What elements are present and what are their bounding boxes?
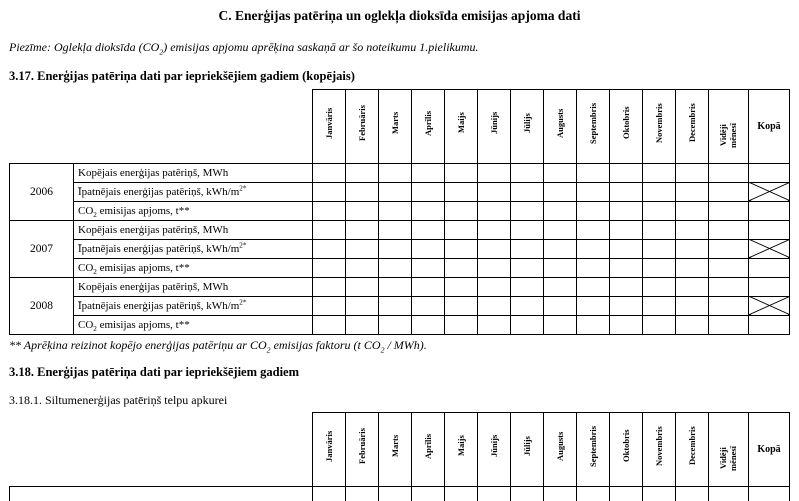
row-label bbox=[74, 277, 313, 296]
col-header-month bbox=[610, 89, 643, 163]
section-heading-3-17: 3.17. Enerģijas patēriņa dati par iepriekšējiem gadiem (kopējais) bbox=[9, 69, 355, 84]
page-title: C. Enerģijas patēriņa un oglekļa dioksīda emisijas apjoma dati bbox=[218, 8, 581, 23]
data-cell bbox=[676, 163, 709, 182]
month-label: Marts bbox=[389, 111, 400, 134]
row-label bbox=[74, 296, 313, 315]
data-cell bbox=[412, 201, 445, 220]
data-cell bbox=[511, 163, 544, 182]
data-cell bbox=[676, 258, 709, 277]
data-cell bbox=[676, 220, 709, 239]
table-row bbox=[10, 163, 790, 182]
label-text: emisijas apjoms, t** bbox=[96, 261, 190, 274]
data-cell bbox=[643, 220, 676, 239]
data-cell bbox=[346, 239, 379, 258]
note-text: ) emisijas apjomu aprēķina saskaņā ar šo noteikumu 1.pielikumu. bbox=[163, 40, 479, 55]
label-subscript: 2 bbox=[93, 268, 97, 276]
data-cell bbox=[577, 258, 610, 277]
crossed-total-cell bbox=[749, 182, 790, 201]
data-cell bbox=[544, 201, 577, 220]
total-cell bbox=[749, 163, 790, 182]
label-superscript: 2* bbox=[239, 241, 247, 250]
data-cell bbox=[478, 258, 511, 277]
month-label: Decembris bbox=[686, 427, 697, 466]
data-cell bbox=[643, 182, 676, 201]
data-cell bbox=[577, 163, 610, 182]
data-cell bbox=[478, 201, 511, 220]
avg-cell bbox=[709, 277, 749, 296]
section-heading-3-18: 3.18. Enerģijas patēriņa dati par iepriekšējiem gadiem bbox=[9, 364, 300, 379]
avg-cell bbox=[709, 315, 749, 334]
data-cell bbox=[478, 220, 511, 239]
data-cell bbox=[643, 296, 676, 315]
row-label bbox=[74, 239, 313, 258]
data-cell bbox=[346, 296, 379, 315]
data-cell bbox=[412, 277, 445, 296]
section-heading-3-18-1: 3.18.1. Siltumenerģijas patēriņš telpu apkurei bbox=[9, 393, 228, 408]
data-cell bbox=[379, 201, 412, 220]
row-label bbox=[74, 201, 313, 220]
data-cell bbox=[544, 296, 577, 315]
data-cell bbox=[445, 277, 478, 296]
footnote-subscript: 2 bbox=[380, 345, 385, 355]
month-label: Jūlijs bbox=[521, 112, 532, 133]
total-cell bbox=[749, 258, 790, 277]
data-cell bbox=[511, 182, 544, 201]
avg-cell bbox=[709, 182, 749, 201]
month-label: Jūnijs bbox=[488, 111, 499, 134]
data-cell bbox=[577, 182, 610, 201]
data-cell bbox=[379, 220, 412, 239]
col-header-month bbox=[346, 89, 379, 163]
data-cell bbox=[445, 487, 478, 501]
col-header-month bbox=[313, 89, 346, 163]
data-cell bbox=[346, 201, 379, 220]
col-header-month bbox=[643, 413, 676, 487]
total-cell bbox=[749, 220, 790, 239]
table-row bbox=[10, 182, 790, 201]
month-label: Maijs bbox=[455, 436, 466, 457]
data-cell bbox=[643, 258, 676, 277]
data-cell bbox=[478, 163, 511, 182]
month-label: Aprīlis bbox=[422, 110, 433, 136]
col-header-total: Kopā bbox=[749, 413, 790, 487]
month-label: Oktobris bbox=[620, 106, 631, 140]
total-cell bbox=[749, 315, 790, 334]
data-cell bbox=[346, 277, 379, 296]
footnote-text: emisijas faktoru (t CO bbox=[270, 337, 381, 352]
data-cell bbox=[676, 239, 709, 258]
label-text: Īpatnējais enerģijas patēriņš, kWh/m bbox=[78, 185, 240, 198]
table-row bbox=[10, 201, 790, 220]
month-label: Februāris bbox=[356, 428, 367, 465]
data-cell bbox=[478, 182, 511, 201]
year-cell: 2008 bbox=[10, 277, 74, 334]
label-text: Kopējais enerģijas patēriņš, MWh bbox=[78, 166, 229, 179]
month-label: Februāris bbox=[356, 104, 367, 141]
data-cell bbox=[643, 487, 676, 501]
data-cell bbox=[346, 315, 379, 334]
data-cell bbox=[577, 487, 610, 501]
label-text: CO bbox=[78, 318, 94, 331]
label-text: Kopējais enerģijas patēriņš, MWh bbox=[78, 223, 229, 236]
data-cell bbox=[610, 315, 643, 334]
month-label: Jūlijs bbox=[521, 436, 532, 457]
data-cell bbox=[577, 239, 610, 258]
data-cell bbox=[610, 201, 643, 220]
data-cell bbox=[445, 258, 478, 277]
data-cell bbox=[478, 487, 511, 501]
data-cell bbox=[577, 296, 610, 315]
month-label: Septembris bbox=[587, 425, 598, 467]
data-cell bbox=[313, 220, 346, 239]
month-label: Janvāris bbox=[323, 107, 334, 139]
data-cell bbox=[544, 220, 577, 239]
label-text: Īpatnējais enerģijas patēriņš, kWh/m bbox=[78, 299, 240, 312]
data-cell bbox=[643, 277, 676, 296]
data-cell bbox=[544, 315, 577, 334]
footnote-subscript: 2 bbox=[266, 345, 271, 355]
monthly-average-label: Vidēji mēnesī bbox=[718, 445, 739, 471]
col-header-month bbox=[313, 413, 346, 487]
table-row bbox=[10, 277, 790, 296]
data-cell bbox=[412, 296, 445, 315]
data-cell bbox=[511, 220, 544, 239]
data-cell bbox=[445, 163, 478, 182]
data-cell bbox=[544, 487, 577, 501]
month-label: Janvāris bbox=[323, 430, 334, 463]
row-label bbox=[74, 220, 313, 239]
data-cell bbox=[610, 277, 643, 296]
col-header-month bbox=[544, 413, 577, 487]
col-header-month bbox=[511, 413, 544, 487]
data-cell bbox=[610, 487, 643, 501]
data-cell bbox=[577, 220, 610, 239]
header-spacer bbox=[10, 89, 313, 163]
data-cell bbox=[544, 163, 577, 182]
data-cell bbox=[478, 296, 511, 315]
footnote-text: / MWh). bbox=[384, 337, 427, 352]
data-cell bbox=[643, 315, 676, 334]
data-cell bbox=[313, 163, 346, 182]
col-header-month bbox=[412, 89, 445, 163]
header-row bbox=[10, 89, 790, 163]
label-superscript: 2* bbox=[239, 184, 247, 193]
data-cell bbox=[511, 239, 544, 258]
data-cell bbox=[313, 239, 346, 258]
label-text: CO bbox=[78, 261, 94, 274]
data-cell bbox=[379, 239, 412, 258]
data-cell bbox=[445, 296, 478, 315]
month-label: Decembris bbox=[686, 103, 697, 143]
data-cell bbox=[478, 277, 511, 296]
data-cell bbox=[313, 277, 346, 296]
table-3-18-1 bbox=[9, 412, 790, 501]
col-header-month bbox=[643, 89, 676, 163]
col-header-monthly-average bbox=[709, 413, 749, 487]
col-header-month bbox=[676, 413, 709, 487]
total-cell bbox=[749, 277, 790, 296]
avg-cell bbox=[709, 296, 749, 315]
data-cell bbox=[544, 182, 577, 201]
table-3-17 bbox=[9, 89, 790, 335]
row-label bbox=[10, 487, 313, 501]
data-cell bbox=[412, 220, 445, 239]
col-header-month bbox=[610, 413, 643, 487]
row-label bbox=[74, 258, 313, 277]
table-row bbox=[10, 220, 790, 239]
data-cell bbox=[577, 315, 610, 334]
data-cell bbox=[445, 182, 478, 201]
footnote bbox=[9, 338, 790, 353]
data-cell bbox=[544, 239, 577, 258]
month-label: Novembris bbox=[653, 102, 664, 143]
data-cell bbox=[412, 163, 445, 182]
table-row bbox=[10, 296, 790, 315]
data-cell bbox=[610, 258, 643, 277]
col-header-monthly-average bbox=[709, 89, 749, 163]
data-cell bbox=[346, 220, 379, 239]
label-text: Kopējais enerģijas patēriņš, MWh bbox=[78, 280, 229, 293]
col-header-month bbox=[346, 413, 379, 487]
data-cell bbox=[346, 487, 379, 501]
crossed-total-cell bbox=[749, 239, 790, 258]
data-cell bbox=[412, 315, 445, 334]
data-cell bbox=[511, 296, 544, 315]
avg-cell bbox=[709, 220, 749, 239]
footnote-text: ** Aprēķina reizinot kopējo enerģijas patēriņu ar CO bbox=[9, 337, 267, 352]
data-cell bbox=[676, 487, 709, 501]
data-cell bbox=[313, 182, 346, 201]
header-row bbox=[10, 413, 790, 487]
data-cell bbox=[544, 258, 577, 277]
data-cell bbox=[577, 201, 610, 220]
data-cell bbox=[676, 201, 709, 220]
row-label bbox=[74, 182, 313, 201]
data-cell bbox=[313, 487, 346, 501]
data-cell bbox=[445, 239, 478, 258]
data-cell bbox=[379, 487, 412, 501]
data-cell bbox=[610, 296, 643, 315]
data-cell bbox=[445, 201, 478, 220]
data-cell bbox=[643, 201, 676, 220]
month-label: Maijs bbox=[455, 112, 466, 134]
data-cell bbox=[610, 163, 643, 182]
col-header-month bbox=[379, 413, 412, 487]
data-cell bbox=[379, 277, 412, 296]
label-superscript: 2* bbox=[239, 298, 247, 307]
data-cell bbox=[676, 277, 709, 296]
data-cell bbox=[412, 182, 445, 201]
data-cell bbox=[445, 315, 478, 334]
month-label: Septembris bbox=[587, 102, 598, 144]
month-label: Novembris bbox=[653, 426, 664, 467]
data-cell bbox=[643, 239, 676, 258]
label-subscript: 2 bbox=[93, 325, 97, 333]
avg-cell bbox=[709, 487, 749, 501]
data-cell bbox=[511, 315, 544, 334]
year-cell: 2007 bbox=[10, 220, 74, 277]
col-header-month bbox=[445, 413, 478, 487]
data-cell bbox=[313, 315, 346, 334]
data-cell bbox=[676, 315, 709, 334]
data-cell bbox=[379, 182, 412, 201]
data-cell bbox=[313, 296, 346, 315]
data-cell bbox=[610, 220, 643, 239]
data-cell bbox=[511, 201, 544, 220]
label-text: Īpatnējais enerģijas patēriņš, kWh/m bbox=[78, 242, 240, 255]
row-label bbox=[74, 315, 313, 334]
data-cell bbox=[346, 163, 379, 182]
data-cell bbox=[412, 258, 445, 277]
month-label: Augusts bbox=[554, 108, 565, 138]
note-line bbox=[9, 40, 790, 55]
data-cell bbox=[379, 296, 412, 315]
data-cell bbox=[379, 258, 412, 277]
col-header-month bbox=[478, 413, 511, 487]
avg-cell bbox=[709, 258, 749, 277]
data-cell bbox=[445, 220, 478, 239]
table-row bbox=[10, 239, 790, 258]
col-header-month bbox=[412, 413, 445, 487]
data-cell bbox=[478, 315, 511, 334]
total-cell bbox=[749, 201, 790, 220]
data-cell bbox=[478, 239, 511, 258]
total-cell bbox=[749, 487, 790, 501]
data-cell bbox=[511, 277, 544, 296]
data-cell bbox=[313, 258, 346, 277]
month-label: Jūnijs bbox=[488, 435, 499, 458]
data-cell bbox=[346, 182, 379, 201]
avg-cell bbox=[709, 201, 749, 220]
header-spacer bbox=[10, 413, 313, 487]
note-text: Piezīme: Oglekļa dioksīda (CO bbox=[9, 40, 160, 55]
col-header-month bbox=[577, 89, 610, 163]
avg-cell bbox=[709, 163, 749, 182]
row-label bbox=[74, 163, 313, 182]
label-subscript: 2 bbox=[93, 211, 97, 219]
col-header-month bbox=[676, 89, 709, 163]
data-cell bbox=[643, 163, 676, 182]
col-header-month bbox=[445, 89, 478, 163]
label-text: CO bbox=[78, 204, 94, 217]
month-label: Aprīlis bbox=[422, 433, 433, 459]
data-cell bbox=[511, 487, 544, 501]
table-row bbox=[10, 258, 790, 277]
data-cell bbox=[511, 258, 544, 277]
data-cell bbox=[379, 163, 412, 182]
year-cell: 2006 bbox=[10, 163, 74, 220]
data-cell bbox=[346, 258, 379, 277]
col-header-total: Kopā bbox=[749, 89, 790, 163]
monthly-average-label: Vidēji mēnesī bbox=[718, 122, 739, 148]
avg-cell bbox=[709, 239, 749, 258]
data-cell bbox=[577, 277, 610, 296]
data-cell bbox=[676, 182, 709, 201]
data-cell bbox=[676, 296, 709, 315]
data-cell bbox=[610, 182, 643, 201]
label-text: emisijas apjoms, t** bbox=[96, 318, 190, 331]
note-subscript: 2 bbox=[159, 47, 164, 57]
data-cell bbox=[412, 239, 445, 258]
col-header-month bbox=[478, 89, 511, 163]
month-label: Oktobris bbox=[620, 430, 631, 463]
month-label: Augusts bbox=[554, 431, 565, 462]
data-cell bbox=[313, 201, 346, 220]
data-cell bbox=[412, 487, 445, 501]
crossed-total-cell bbox=[749, 296, 790, 315]
data-cell bbox=[610, 239, 643, 258]
col-header-month bbox=[544, 89, 577, 163]
label-text: emisijas apjoms, t** bbox=[96, 204, 190, 217]
data-cell bbox=[544, 277, 577, 296]
col-header-month bbox=[577, 413, 610, 487]
col-header-month bbox=[379, 89, 412, 163]
month-label: Marts bbox=[389, 435, 400, 458]
col-header-month bbox=[511, 89, 544, 163]
data-cell bbox=[379, 315, 412, 334]
table-row bbox=[10, 487, 790, 501]
table-row bbox=[10, 315, 790, 334]
